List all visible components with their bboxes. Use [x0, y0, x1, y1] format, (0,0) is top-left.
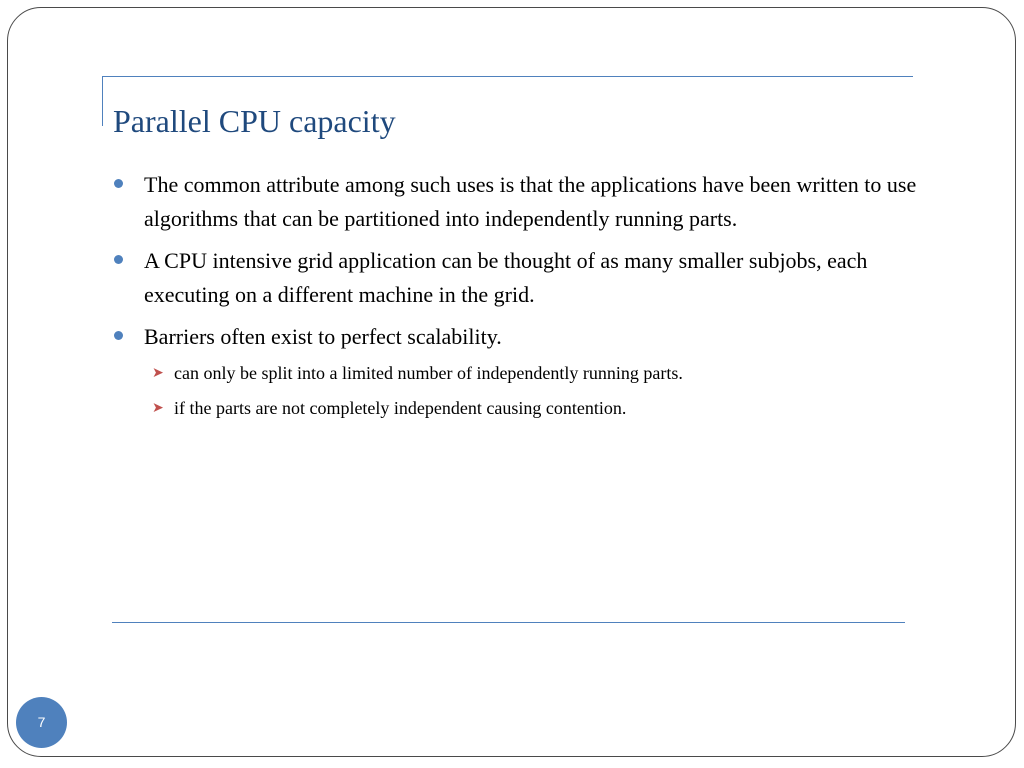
- sub-bullet-list: [112, 358, 932, 423]
- sub-bullet-item: [112, 393, 932, 423]
- bullet-item: [112, 168, 932, 236]
- bullet-item: [112, 320, 932, 354]
- title-rule-left: [102, 76, 103, 126]
- arrow-right-icon: ➤: [152, 365, 164, 381]
- sub-bullet-text: if the parts are not completely independent causing contention.: [174, 398, 627, 418]
- bullet-dot-icon: [114, 331, 123, 340]
- bullet-text: A CPU intensive grid application can be thought of as many smaller subjobs, each executing on a different machine in the grid.: [144, 248, 868, 307]
- title-rule-top: [102, 76, 913, 77]
- slide-content: [112, 168, 932, 428]
- footer-rule: [112, 622, 905, 623]
- sub-bullet-text: can only be split into a limited number of independently running parts.: [174, 363, 683, 383]
- arrow-right-icon: ➤: [152, 400, 164, 416]
- bullet-dot-icon: [114, 255, 123, 264]
- page-number-badge: 7: [16, 697, 67, 748]
- bullet-text: The common attribute among such uses is that the applications have been written to use algorithms that can be partitioned into independently running parts.: [144, 172, 917, 231]
- sub-bullet-item: [112, 358, 932, 388]
- bullet-dot-icon: [114, 179, 123, 188]
- bullet-text: Barriers often exist to perfect scalability.: [144, 324, 502, 349]
- slide-title: Parallel CPU capacity: [113, 103, 396, 139]
- bullet-item: [112, 244, 932, 312]
